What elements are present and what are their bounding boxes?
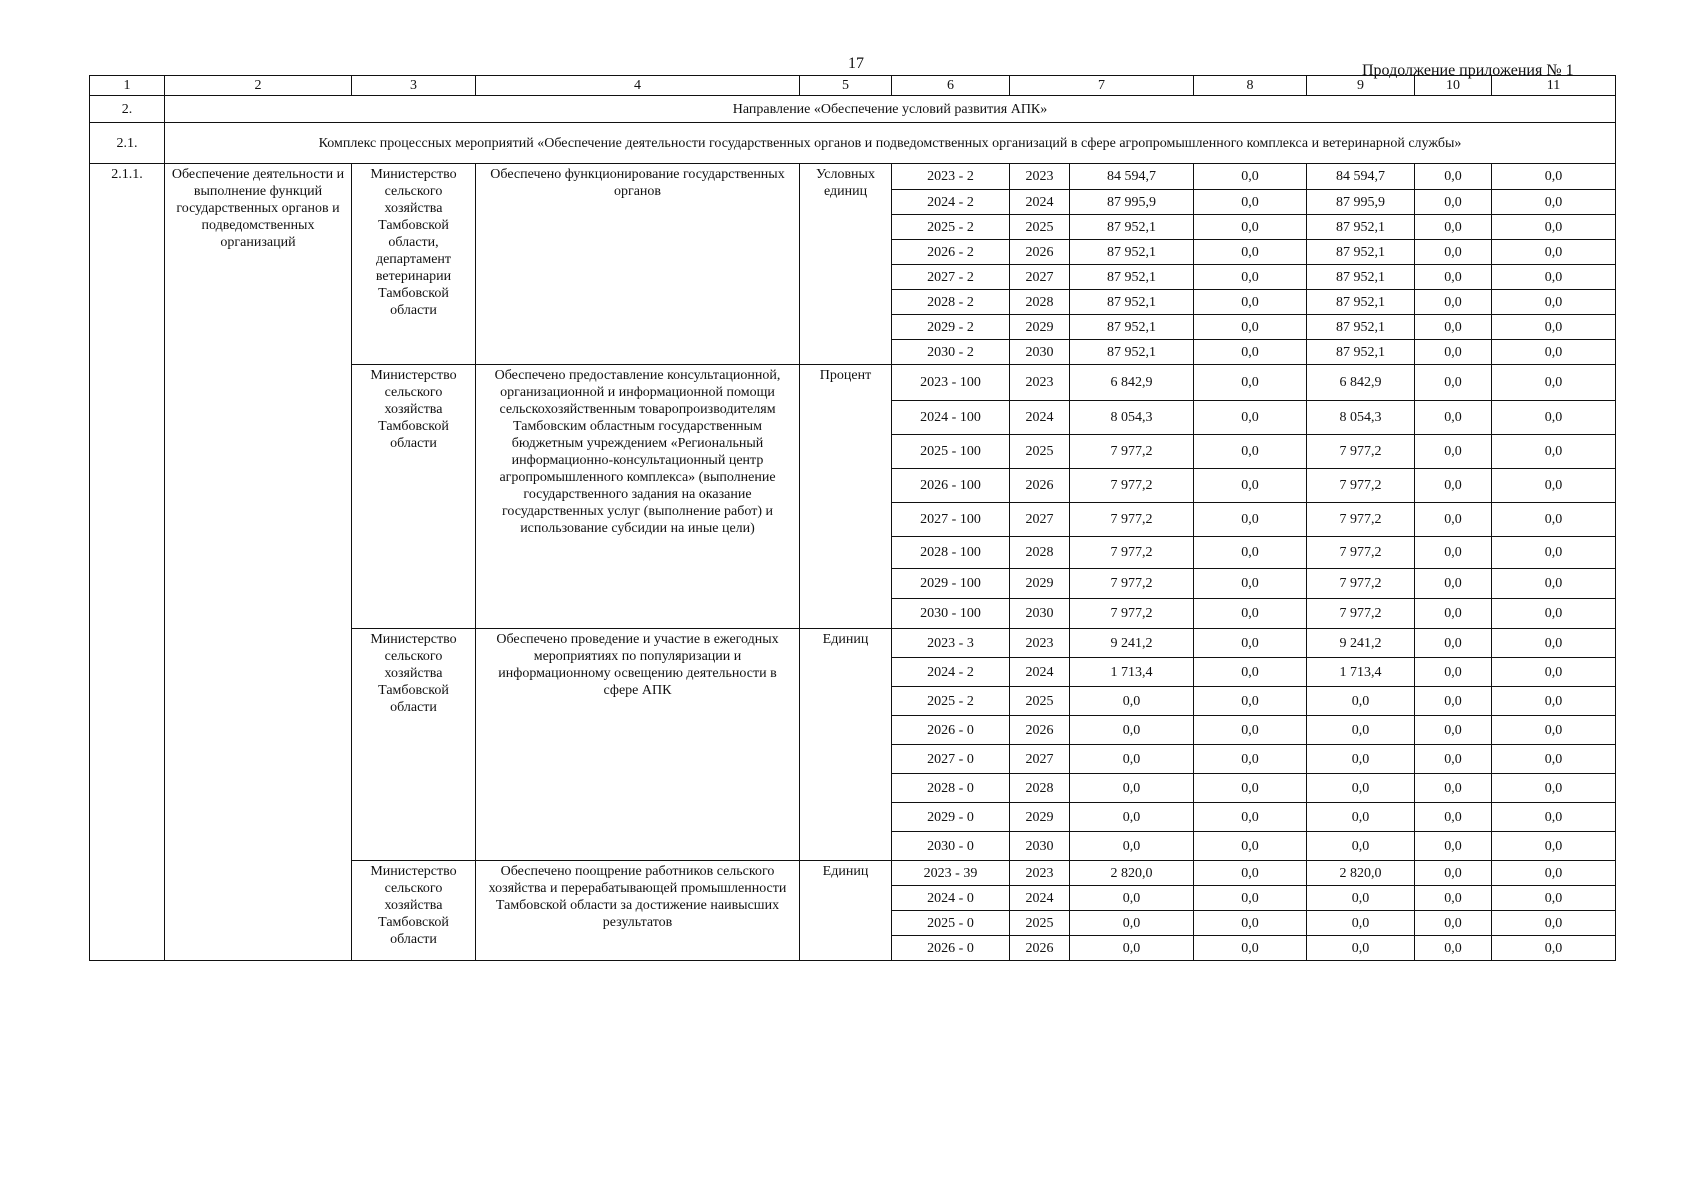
- local-budget-amount: 0,0: [1415, 401, 1492, 435]
- regional-budget-amount: 87 952,1: [1307, 290, 1415, 315]
- column-number: 2: [165, 76, 352, 96]
- total-amount: 0,0: [1070, 803, 1194, 832]
- column-number: 11: [1492, 76, 1616, 96]
- item-name: Обеспечение деятельности и выполнение функций государственных органов и подведомственных организаций: [165, 164, 352, 961]
- column-number: 8: [1194, 76, 1307, 96]
- federal-budget-amount: 0,0: [1194, 537, 1307, 569]
- year-value: 2027: [1010, 503, 1070, 537]
- target-value: 2030 - 0: [892, 832, 1010, 861]
- total-amount: 87 952,1: [1070, 240, 1194, 265]
- target-value: 2026 - 0: [892, 936, 1010, 961]
- extrabudgetary-amount: 0,0: [1492, 861, 1616, 886]
- target-value: 2030 - 100: [892, 599, 1010, 629]
- responsible-executor: Министерство сельского хозяйства Тамбовской области: [352, 629, 476, 861]
- regional-budget-amount: 7 977,2: [1307, 469, 1415, 503]
- target-value: 2027 - 2: [892, 265, 1010, 290]
- total-amount: 0,0: [1070, 911, 1194, 936]
- target-value: 2028 - 2: [892, 290, 1010, 315]
- total-amount: 87 952,1: [1070, 265, 1194, 290]
- year-value: 2028: [1010, 290, 1070, 315]
- total-amount: 2 820,0: [1070, 861, 1194, 886]
- column-number: 3: [352, 76, 476, 96]
- regional-budget-amount: 87 952,1: [1307, 340, 1415, 365]
- year-value: 2023: [1010, 861, 1070, 886]
- year-value: 2025: [1010, 215, 1070, 240]
- federal-budget-amount: 0,0: [1194, 503, 1307, 537]
- target-value: 2025 - 2: [892, 215, 1010, 240]
- federal-budget-amount: 0,0: [1194, 599, 1307, 629]
- extrabudgetary-amount: 0,0: [1492, 503, 1616, 537]
- extrabudgetary-amount: 0,0: [1492, 569, 1616, 599]
- federal-budget-amount: 0,0: [1194, 629, 1307, 658]
- local-budget-amount: 0,0: [1415, 832, 1492, 861]
- year-value: 2023: [1010, 164, 1070, 190]
- federal-budget-amount: 0,0: [1194, 164, 1307, 190]
- local-budget-amount: 0,0: [1415, 365, 1492, 401]
- target-value: 2026 - 100: [892, 469, 1010, 503]
- federal-budget-amount: 0,0: [1194, 569, 1307, 599]
- extrabudgetary-amount: 0,0: [1492, 537, 1616, 569]
- federal-budget-amount: 0,0: [1194, 886, 1307, 911]
- year-value: 2030: [1010, 599, 1070, 629]
- section-row: [90, 96, 1616, 123]
- responsible-executor: Министерство сельского хозяйства Тамбовской области: [352, 861, 476, 961]
- column-number: 9: [1307, 76, 1415, 96]
- unit-of-measure: Процент: [800, 365, 892, 629]
- responsible-executor: Министерство сельского хозяйства Тамбовской области: [352, 365, 476, 629]
- regional-budget-amount: 87 995,9: [1307, 190, 1415, 215]
- regional-budget-amount: 0,0: [1307, 832, 1415, 861]
- target-value: 2024 - 100: [892, 401, 1010, 435]
- result-description: Обеспечено поощрение работников сельского хозяйства и перерабатывающей промышленности Тамбовской области за достижение наивысших результатов: [476, 861, 800, 961]
- total-amount: 7 977,2: [1070, 435, 1194, 469]
- local-budget-amount: 0,0: [1415, 687, 1492, 716]
- item-code: 2.1.1.: [90, 164, 165, 961]
- regional-budget-amount: 87 952,1: [1307, 215, 1415, 240]
- regional-budget-amount: 87 952,1: [1307, 265, 1415, 290]
- total-amount: 0,0: [1070, 716, 1194, 745]
- regional-budget-amount: 9 241,2: [1307, 629, 1415, 658]
- extrabudgetary-amount: 0,0: [1492, 774, 1616, 803]
- extrabudgetary-amount: 0,0: [1492, 832, 1616, 861]
- extrabudgetary-amount: 0,0: [1492, 687, 1616, 716]
- total-amount: 0,0: [1070, 832, 1194, 861]
- year-value: 2024: [1010, 401, 1070, 435]
- table-row: [90, 164, 1616, 190]
- column-number: 6: [892, 76, 1010, 96]
- federal-budget-amount: 0,0: [1194, 774, 1307, 803]
- total-amount: 8 054,3: [1070, 401, 1194, 435]
- extrabudgetary-amount: 0,0: [1492, 629, 1616, 658]
- total-amount: 7 977,2: [1070, 503, 1194, 537]
- target-value: 2023 - 3: [892, 629, 1010, 658]
- program-table: [89, 75, 1616, 961]
- result-description: Обеспечено предоставление консультационной, организационной и информационной помощи сельскохозяйственным товаропроизводителям Тамбовским областным государственным бюджетным учреждением «Региональный информационно-консультационный центр агропромышленного комплекса» (выполнение государственного задания на оказание государственных услуг (выполнение работ) и использование субсидии на иные цели): [476, 365, 800, 629]
- regional-budget-amount: 0,0: [1307, 936, 1415, 961]
- local-budget-amount: 0,0: [1415, 911, 1492, 936]
- year-value: 2026: [1010, 716, 1070, 745]
- local-budget-amount: 0,0: [1415, 290, 1492, 315]
- table-body: [90, 76, 1616, 961]
- federal-budget-amount: 0,0: [1194, 401, 1307, 435]
- result-description: Обеспечено функционирование государственных органов: [476, 164, 800, 365]
- extrabudgetary-amount: 0,0: [1492, 599, 1616, 629]
- regional-budget-amount: 7 977,2: [1307, 503, 1415, 537]
- year-value: 2027: [1010, 745, 1070, 774]
- regional-budget-amount: 87 952,1: [1307, 315, 1415, 340]
- total-amount: 87 952,1: [1070, 340, 1194, 365]
- regional-budget-amount: 8 054,3: [1307, 401, 1415, 435]
- local-budget-amount: 0,0: [1415, 435, 1492, 469]
- federal-budget-amount: 0,0: [1194, 240, 1307, 265]
- target-value: 2023 - 39: [892, 861, 1010, 886]
- year-value: 2029: [1010, 315, 1070, 340]
- year-value: 2029: [1010, 803, 1070, 832]
- result-description: Обеспечено проведение и участие в ежегодных мероприятиях по популяризации и информационному освещению деятельности в сфере АПК: [476, 629, 800, 861]
- extrabudgetary-amount: 0,0: [1492, 745, 1616, 774]
- total-amount: 1 713,4: [1070, 658, 1194, 687]
- unit-of-measure: Единиц: [800, 629, 892, 861]
- section-code: 2.: [90, 96, 165, 123]
- extrabudgetary-amount: 0,0: [1492, 190, 1616, 215]
- total-amount: 87 952,1: [1070, 290, 1194, 315]
- local-budget-amount: 0,0: [1415, 629, 1492, 658]
- target-value: 2024 - 0: [892, 886, 1010, 911]
- federal-budget-amount: 0,0: [1194, 340, 1307, 365]
- regional-budget-amount: 0,0: [1307, 911, 1415, 936]
- page-number: 17: [848, 55, 864, 72]
- federal-budget-amount: 0,0: [1194, 716, 1307, 745]
- year-value: 2026: [1010, 469, 1070, 503]
- federal-budget-amount: 0,0: [1194, 215, 1307, 240]
- year-value: 2027: [1010, 265, 1070, 290]
- extrabudgetary-amount: 0,0: [1492, 469, 1616, 503]
- extrabudgetary-amount: 0,0: [1492, 435, 1616, 469]
- unit-of-measure: Единиц: [800, 861, 892, 961]
- column-number-row: [90, 76, 1616, 96]
- year-value: 2023: [1010, 629, 1070, 658]
- year-value: 2030: [1010, 340, 1070, 365]
- column-number: 1: [90, 76, 165, 96]
- local-budget-amount: 0,0: [1415, 716, 1492, 745]
- extrabudgetary-amount: 0,0: [1492, 315, 1616, 340]
- regional-budget-amount: 7 977,2: [1307, 599, 1415, 629]
- total-amount: 87 952,1: [1070, 215, 1194, 240]
- target-value: 2029 - 0: [892, 803, 1010, 832]
- target-value: 2025 - 2: [892, 687, 1010, 716]
- regional-budget-amount: 0,0: [1307, 774, 1415, 803]
- target-value: 2026 - 2: [892, 240, 1010, 265]
- federal-budget-amount: 0,0: [1194, 832, 1307, 861]
- total-amount: 7 977,2: [1070, 537, 1194, 569]
- federal-budget-amount: 0,0: [1194, 469, 1307, 503]
- federal-budget-amount: 0,0: [1194, 911, 1307, 936]
- regional-budget-amount: 7 977,2: [1307, 569, 1415, 599]
- column-number: 5: [800, 76, 892, 96]
- extrabudgetary-amount: 0,0: [1492, 401, 1616, 435]
- regional-budget-amount: 2 820,0: [1307, 861, 1415, 886]
- extrabudgetary-amount: 0,0: [1492, 240, 1616, 265]
- subsection-row: [90, 123, 1616, 164]
- local-budget-amount: 0,0: [1415, 803, 1492, 832]
- extrabudgetary-amount: 0,0: [1492, 215, 1616, 240]
- total-amount: 7 977,2: [1070, 599, 1194, 629]
- local-budget-amount: 0,0: [1415, 658, 1492, 687]
- column-number: 7: [1010, 76, 1194, 96]
- local-budget-amount: 0,0: [1415, 240, 1492, 265]
- subsection-title: Комплекс процессных мероприятий «Обеспечение деятельности государственных органов и подведомственных организаций в сфере агропромышленного комплекса и ветеринарной службы»: [165, 123, 1616, 164]
- target-value: 2024 - 2: [892, 658, 1010, 687]
- total-amount: 6 842,9: [1070, 365, 1194, 401]
- target-value: 2024 - 2: [892, 190, 1010, 215]
- local-budget-amount: 0,0: [1415, 886, 1492, 911]
- target-value: 2023 - 2: [892, 164, 1010, 190]
- federal-budget-amount: 0,0: [1194, 936, 1307, 961]
- extrabudgetary-amount: 0,0: [1492, 340, 1616, 365]
- local-budget-amount: 0,0: [1415, 469, 1492, 503]
- extrabudgetary-amount: 0,0: [1492, 365, 1616, 401]
- extrabudgetary-amount: 0,0: [1492, 290, 1616, 315]
- target-value: 2028 - 100: [892, 537, 1010, 569]
- local-budget-amount: 0,0: [1415, 774, 1492, 803]
- target-value: 2026 - 0: [892, 716, 1010, 745]
- year-value: 2028: [1010, 537, 1070, 569]
- total-amount: 7 977,2: [1070, 469, 1194, 503]
- federal-budget-amount: 0,0: [1194, 658, 1307, 687]
- extrabudgetary-amount: 0,0: [1492, 936, 1616, 961]
- regional-budget-amount: 6 842,9: [1307, 365, 1415, 401]
- extrabudgetary-amount: 0,0: [1492, 886, 1616, 911]
- target-value: 2029 - 100: [892, 569, 1010, 599]
- year-value: 2029: [1010, 569, 1070, 599]
- federal-budget-amount: 0,0: [1194, 365, 1307, 401]
- total-amount: 87 952,1: [1070, 315, 1194, 340]
- local-budget-amount: 0,0: [1415, 503, 1492, 537]
- regional-budget-amount: 1 713,4: [1307, 658, 1415, 687]
- local-budget-amount: 0,0: [1415, 936, 1492, 961]
- regional-budget-amount: 0,0: [1307, 716, 1415, 745]
- target-value: 2023 - 100: [892, 365, 1010, 401]
- target-value: 2025 - 100: [892, 435, 1010, 469]
- year-value: 2025: [1010, 687, 1070, 716]
- local-budget-amount: 0,0: [1415, 569, 1492, 599]
- federal-budget-amount: 0,0: [1194, 687, 1307, 716]
- year-value: 2030: [1010, 832, 1070, 861]
- federal-budget-amount: 0,0: [1194, 435, 1307, 469]
- federal-budget-amount: 0,0: [1194, 190, 1307, 215]
- year-value: 2024: [1010, 658, 1070, 687]
- total-amount: 7 977,2: [1070, 569, 1194, 599]
- target-value: 2027 - 0: [892, 745, 1010, 774]
- regional-budget-amount: 87 952,1: [1307, 240, 1415, 265]
- total-amount: 0,0: [1070, 745, 1194, 774]
- local-budget-amount: 0,0: [1415, 190, 1492, 215]
- regional-budget-amount: 7 977,2: [1307, 537, 1415, 569]
- section-title: Направление «Обеспечение условий развития АПК»: [165, 96, 1616, 123]
- regional-budget-amount: 0,0: [1307, 803, 1415, 832]
- regional-budget-amount: 7 977,2: [1307, 435, 1415, 469]
- year-value: 2025: [1010, 911, 1070, 936]
- regional-budget-amount: 84 594,7: [1307, 164, 1415, 190]
- federal-budget-amount: 0,0: [1194, 290, 1307, 315]
- year-value: 2026: [1010, 936, 1070, 961]
- regional-budget-amount: 0,0: [1307, 745, 1415, 774]
- local-budget-amount: 0,0: [1415, 599, 1492, 629]
- extrabudgetary-amount: 0,0: [1492, 803, 1616, 832]
- extrabudgetary-amount: 0,0: [1492, 265, 1616, 290]
- year-value: 2028: [1010, 774, 1070, 803]
- subsection-code: 2.1.: [90, 123, 165, 164]
- total-amount: 87 995,9: [1070, 190, 1194, 215]
- regional-budget-amount: 0,0: [1307, 687, 1415, 716]
- extrabudgetary-amount: 0,0: [1492, 716, 1616, 745]
- column-number: 4: [476, 76, 800, 96]
- federal-budget-amount: 0,0: [1194, 861, 1307, 886]
- regional-budget-amount: 0,0: [1307, 886, 1415, 911]
- local-budget-amount: 0,0: [1415, 315, 1492, 340]
- extrabudgetary-amount: 0,0: [1492, 911, 1616, 936]
- target-value: 2030 - 2: [892, 340, 1010, 365]
- total-amount: 0,0: [1070, 886, 1194, 911]
- year-value: 2025: [1010, 435, 1070, 469]
- local-budget-amount: 0,0: [1415, 265, 1492, 290]
- federal-budget-amount: 0,0: [1194, 315, 1307, 340]
- local-budget-amount: 0,0: [1415, 537, 1492, 569]
- extrabudgetary-amount: 0,0: [1492, 658, 1616, 687]
- local-budget-amount: 0,0: [1415, 745, 1492, 774]
- total-amount: 0,0: [1070, 936, 1194, 961]
- federal-budget-amount: 0,0: [1194, 803, 1307, 832]
- local-budget-amount: 0,0: [1415, 215, 1492, 240]
- total-amount: 9 241,2: [1070, 629, 1194, 658]
- column-number: 10: [1415, 76, 1492, 96]
- federal-budget-amount: 0,0: [1194, 265, 1307, 290]
- continuation-label: Продолжение приложения № 1: [1362, 62, 1574, 79]
- year-value: 2024: [1010, 190, 1070, 215]
- federal-budget-amount: 0,0: [1194, 745, 1307, 774]
- target-value: 2028 - 0: [892, 774, 1010, 803]
- total-amount: 84 594,7: [1070, 164, 1194, 190]
- responsible-executor: Министерство сельского хозяйства Тамбовской области, департамент ветеринарии Тамбовской области: [352, 164, 476, 365]
- unit-of-measure: Условных единиц: [800, 164, 892, 365]
- year-value: 2023: [1010, 365, 1070, 401]
- total-amount: 0,0: [1070, 774, 1194, 803]
- year-value: 2024: [1010, 886, 1070, 911]
- target-value: 2027 - 100: [892, 503, 1010, 537]
- local-budget-amount: 0,0: [1415, 340, 1492, 365]
- year-value: 2026: [1010, 240, 1070, 265]
- target-value: 2029 - 2: [892, 315, 1010, 340]
- target-value: 2025 - 0: [892, 911, 1010, 936]
- local-budget-amount: 0,0: [1415, 164, 1492, 190]
- extrabudgetary-amount: 0,0: [1492, 164, 1616, 190]
- total-amount: 0,0: [1070, 687, 1194, 716]
- local-budget-amount: 0,0: [1415, 861, 1492, 886]
